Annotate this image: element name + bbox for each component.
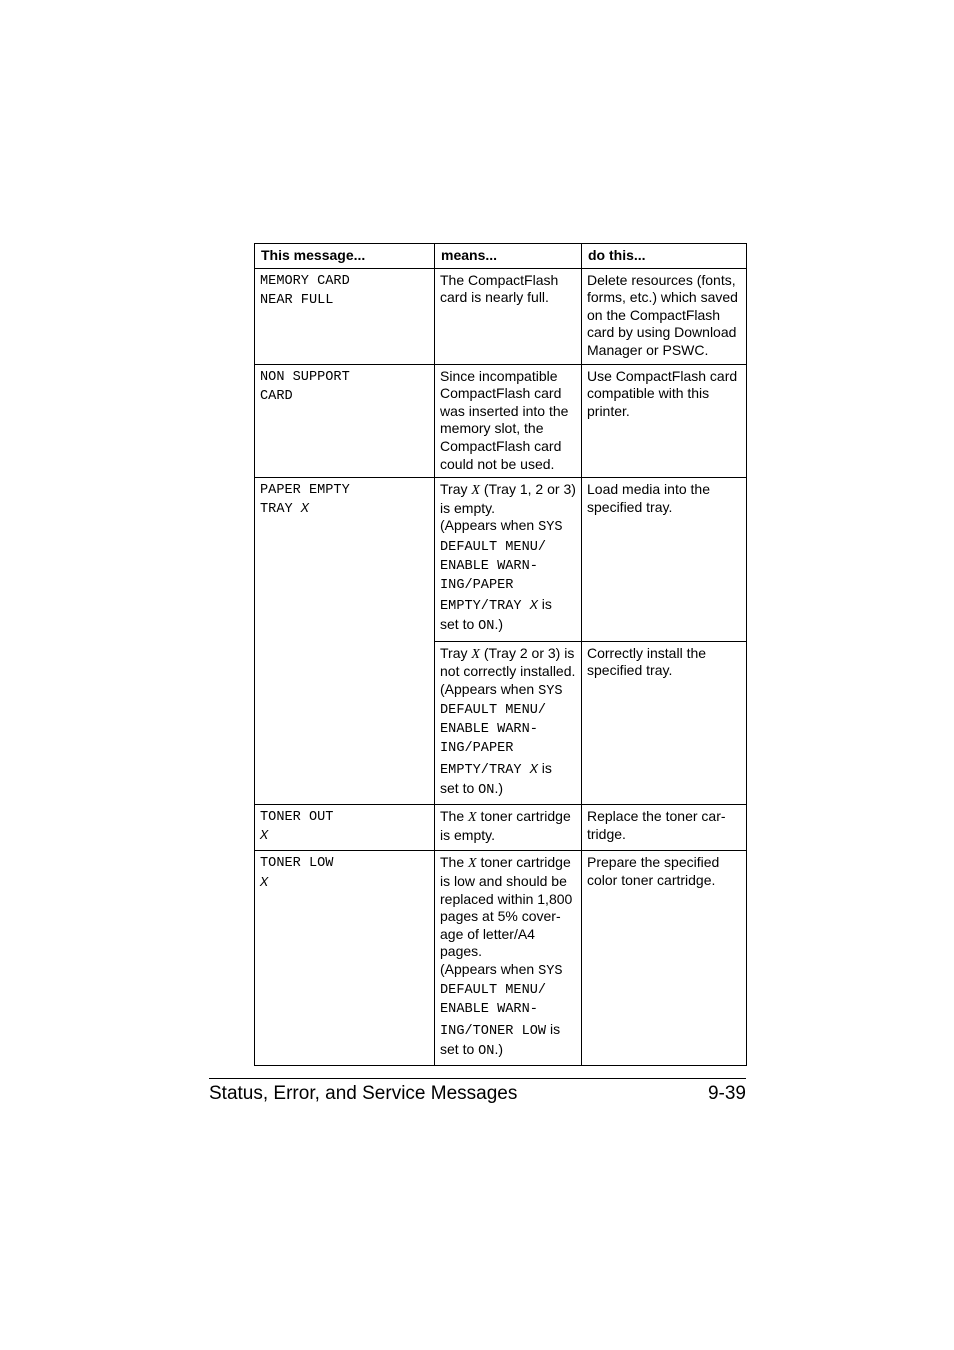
- header-means: means...: [435, 244, 582, 269]
- menu-path-line: DEFAULT MENU/: [440, 539, 547, 555]
- message-line: NON SUPPORT: [260, 369, 350, 385]
- table-row: [255, 851, 747, 1066]
- menu-path-line: ING/PAPER: [440, 577, 514, 593]
- variable-x: X: [471, 483, 480, 499]
- message-line: CARD: [260, 388, 293, 404]
- means-cell: Tray X (Tray 1, 2 or 3) is empty. (Appears when SYS DEFAULT MENU/ ENABLE WARN- ING/PAPER EMPTY/TRAY X is set to ON.): [435, 478, 582, 641]
- menu-path-line: ING/TONER LOW is: [440, 1020, 561, 1039]
- footer-section-title: Status, Error, and Service Messages: [209, 1083, 518, 1104]
- variable-x: X: [260, 875, 269, 891]
- footer-divider: [209, 1078, 746, 1079]
- action-cell: Replace the toner car-tridge.: [582, 804, 747, 850]
- menu-path-line: DEFAULT MENU/: [440, 702, 547, 718]
- on-value: ON: [478, 619, 495, 635]
- menu-path-line: ENABLE WARN-: [440, 558, 538, 574]
- on-value: ON: [478, 1043, 495, 1059]
- table-header-row: [255, 244, 747, 269]
- variable-x: X: [260, 829, 269, 845]
- header-message: This message...: [255, 244, 435, 269]
- means-cell: The CompactFlash card is nearly full.: [435, 268, 582, 364]
- message-cell: [255, 478, 435, 805]
- message-cell: [255, 804, 435, 850]
- message-line: TONER LOW: [260, 856, 334, 872]
- table-row: [255, 364, 747, 478]
- variable-x: X: [468, 856, 477, 872]
- menu-path-line: DEFAULT MENU/: [440, 983, 547, 999]
- menu-path-line: ENABLE WARN-: [440, 1002, 538, 1018]
- action-cell: Delete resources (fonts, forms, etc.) which saved on the CompactFlash card by using Download Manager or PSWC.: [582, 268, 747, 364]
- status-message-table: [254, 243, 747, 1066]
- menu-path-line: EMPTY/TRAY X is: [440, 596, 552, 615]
- action-cell: Prepare the specified color toner cartridge.: [582, 851, 747, 1066]
- means-cell: Tray X (Tray 2 or 3) is not correctly installed. (Appears when SYS DEFAULT MENU/ ENABLE WARN- ING/PAPER EMPTY/TRAY X is set to ON.): [435, 641, 582, 804]
- action-cell: Load media into the specified tray.: [582, 478, 747, 641]
- message-line: PAPER EMPTY: [260, 483, 350, 499]
- message-line: TONER OUT: [260, 809, 334, 825]
- action-cell: Use CompactFlash card compatible with this printer.: [582, 364, 747, 478]
- on-value: ON: [478, 782, 495, 798]
- means-cell: Since incompatible CompactFlash card was inserted into the memory slot, the CompactFlash card could not be used.: [435, 364, 582, 478]
- table-row: [255, 804, 747, 850]
- action-cell: Correctly install the specified tray.: [582, 641, 747, 804]
- menu-path-line: ING/PAPER: [440, 741, 514, 757]
- means-cell: The X toner cartridge is empty.: [435, 804, 582, 850]
- message-line: MEMORY CARD: [260, 273, 350, 289]
- table-row: [255, 478, 747, 641]
- menu-path-line: ENABLE WARN-: [440, 722, 538, 738]
- header-action: do this...: [582, 244, 747, 269]
- table-row: [255, 268, 747, 364]
- variable-x: X: [468, 809, 477, 825]
- means-cell: The X toner cartridge is low and should be replaced within 1,800 pages at 5% cover-age of letter/A4 pages. (Appears when SYS DEFAULT MENU/ ENABLE WARN- ING/TONER LOW is set to ON.): [435, 851, 582, 1066]
- variable-x: X: [471, 646, 480, 662]
- menu-path-line: EMPTY/TRAY X is: [440, 759, 552, 778]
- message-line: TRAY X: [260, 502, 309, 518]
- message-cell: [255, 268, 435, 364]
- footer-page-number: 9-39: [707, 1083, 746, 1104]
- message-line: NEAR FULL: [260, 292, 334, 308]
- message-cell: [255, 851, 435, 1066]
- message-cell: [255, 364, 435, 478]
- variable-x: X: [300, 502, 309, 518]
